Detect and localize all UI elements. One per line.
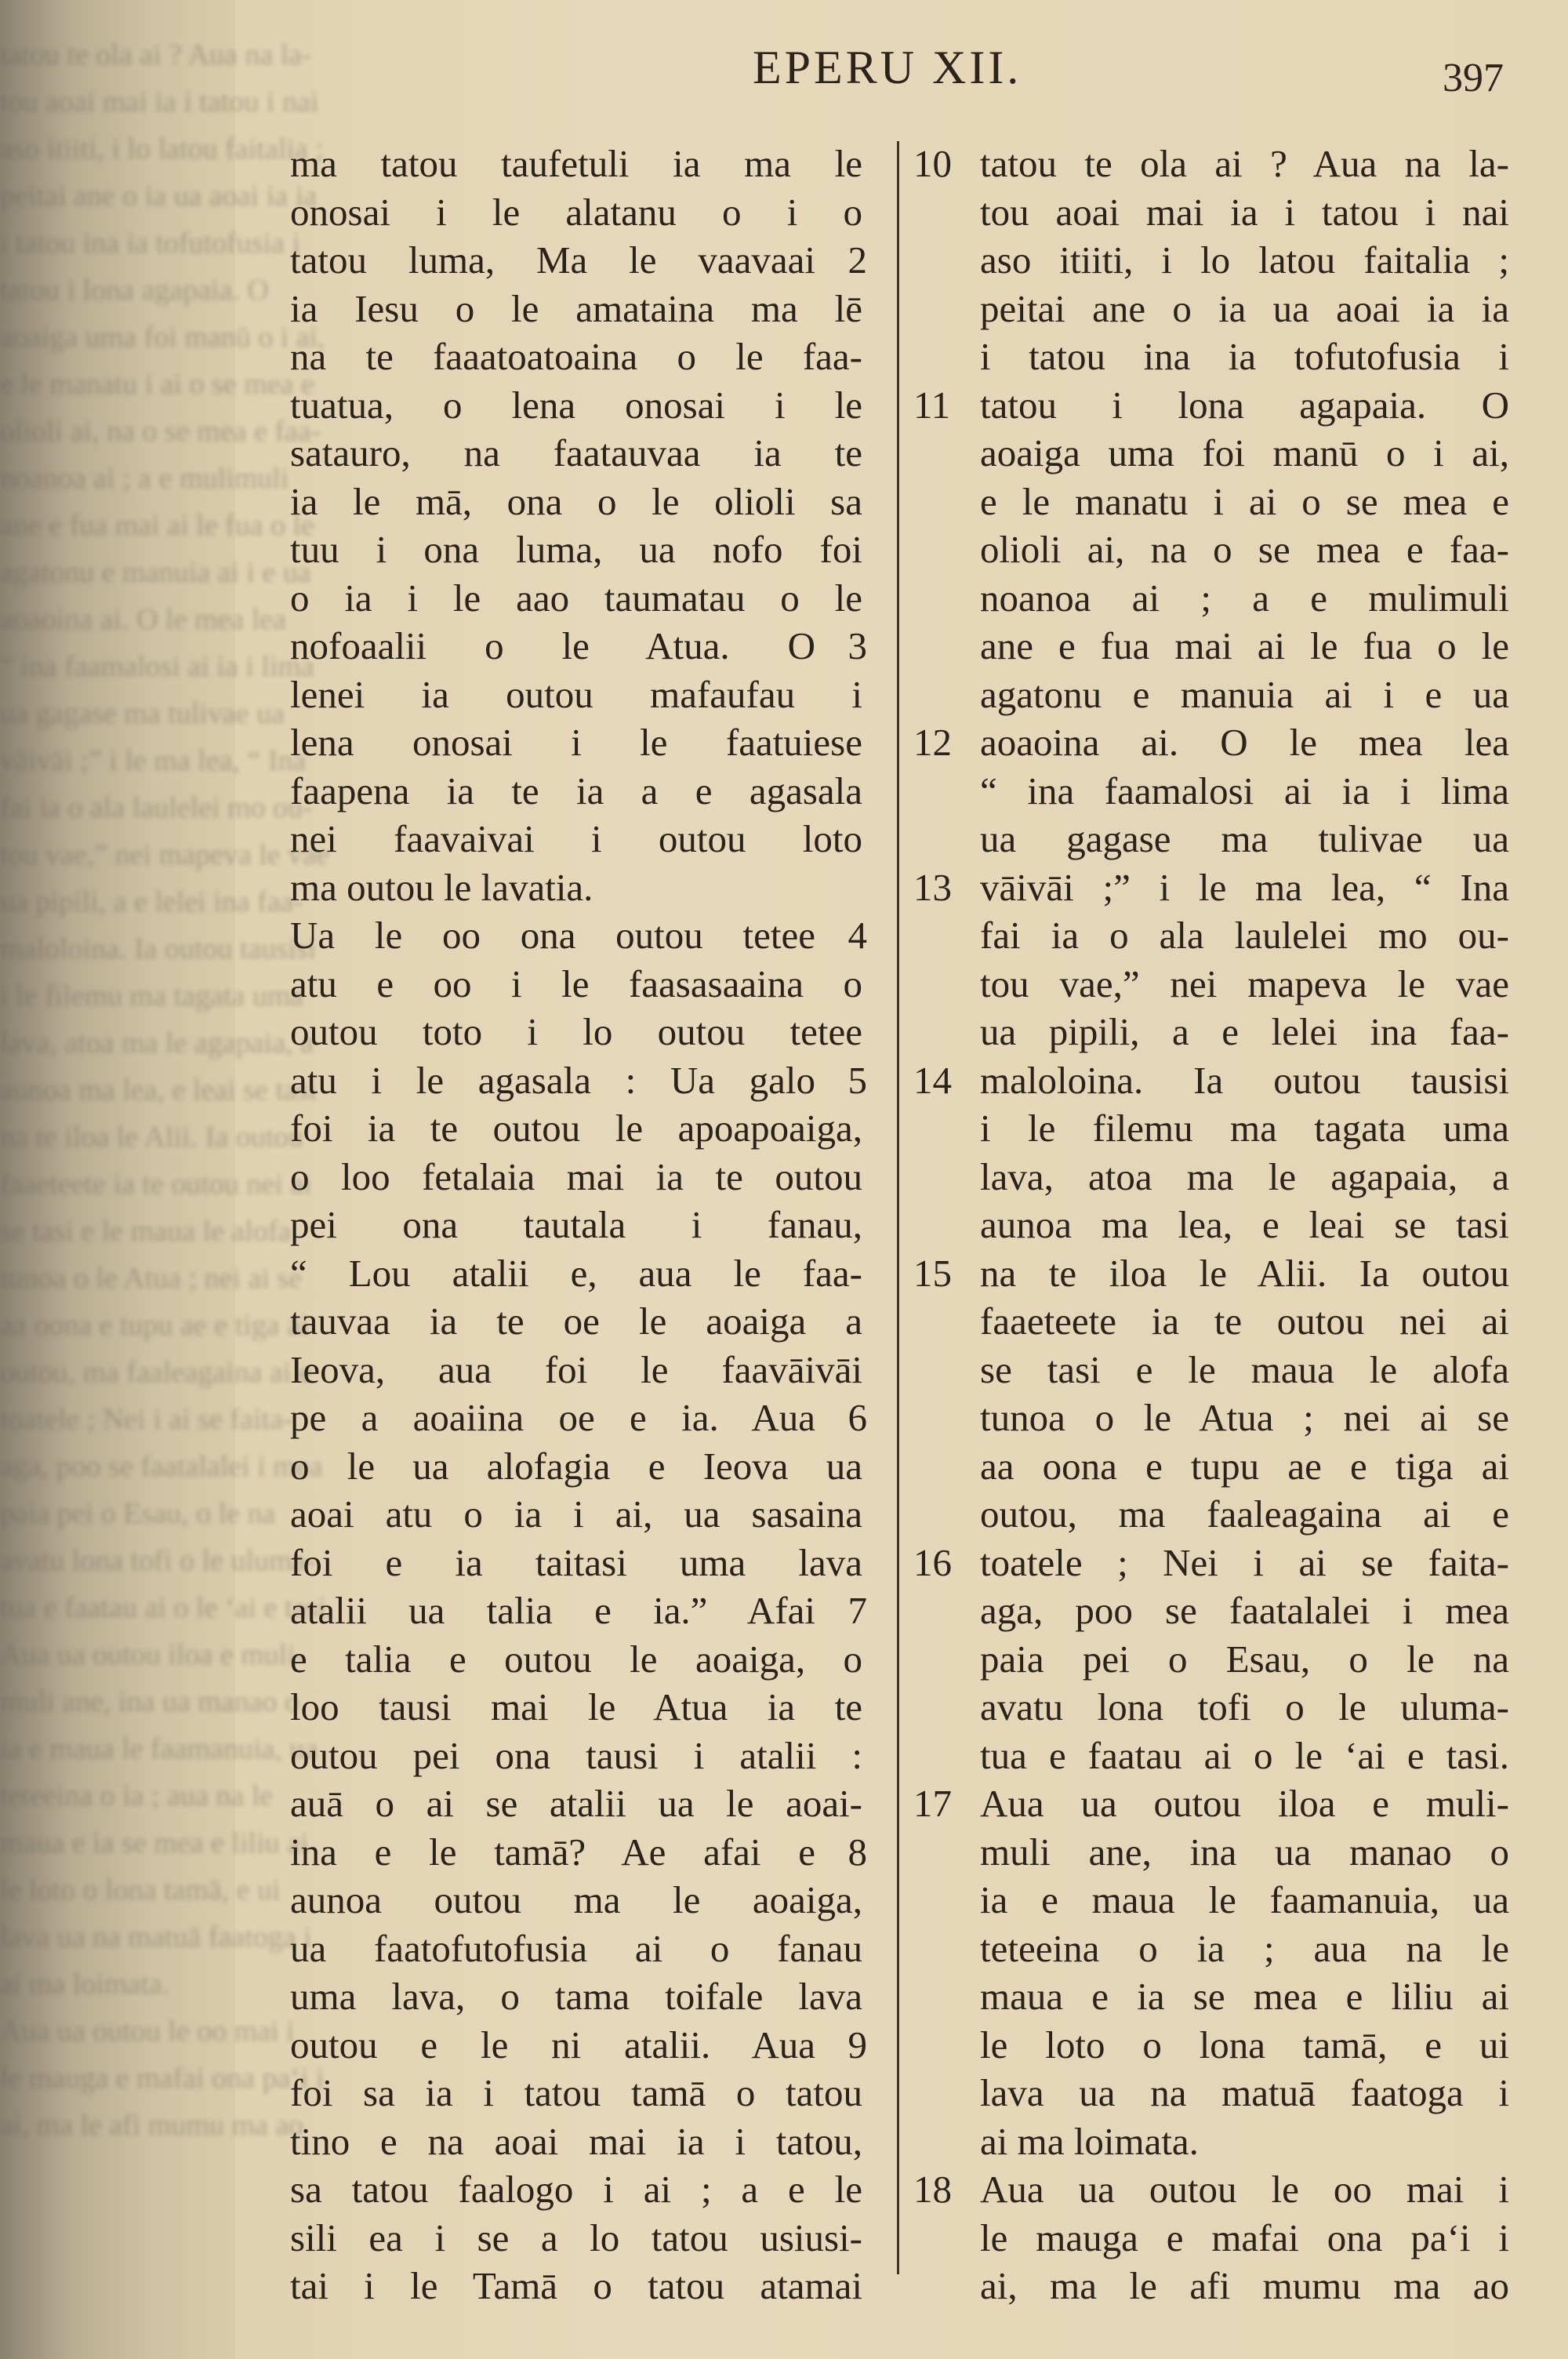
bleed-line: se tasi e le maua le alofa	[0, 1215, 292, 1248]
line-text: Ua le oo ona outou tetee	[290, 914, 815, 957]
line-text: “ ina faamalosi ai ia i lima	[980, 769, 1509, 812]
text-line	[913, 1249, 1509, 1298]
line-text: pei ona tautala i fanau,	[290, 1203, 862, 1246]
text-line	[290, 2165, 862, 2214]
text-line	[913, 767, 1509, 816]
text-line	[913, 525, 1509, 574]
line-text: muli ane, ina ua manao o	[980, 1830, 1509, 1874]
verse-number: 8	[848, 1830, 867, 1874]
text-line	[290, 1249, 862, 1298]
text-line	[913, 2117, 1509, 2166]
text-line	[290, 2021, 867, 2070]
text-line	[913, 333, 1509, 381]
bleed-line: tou aoai mai ia i tatou i nai	[0, 85, 319, 118]
verse-number: 18	[913, 2168, 952, 2211]
bleed-line: paia pei o Esau, o le na	[0, 1497, 276, 1530]
verse-number: 11	[913, 383, 951, 427]
verse-number: 2	[848, 238, 867, 282]
line-text: tou aoai mai ia i tatou i nai	[980, 190, 1509, 234]
line-text: toatele ; Nei i ai se faita-	[980, 1540, 1509, 1584]
text-line	[913, 718, 1509, 767]
line-text: e talia e outou le aoaiga, o	[290, 1637, 862, 1681]
page-number: 397	[1443, 56, 1504, 100]
text-line	[290, 1925, 862, 1973]
bleed-line: aso itiiti, i lo latou faitalia ;	[0, 133, 324, 165]
line-text: ma outou le lavatia.	[290, 865, 593, 909]
line-text: ma tatou taufetuli ia ma le	[290, 142, 862, 185]
text-line	[913, 2214, 1509, 2263]
bleed-line: maloloina. Ia outou tausisi	[0, 932, 317, 965]
text-line	[290, 1539, 862, 1587]
line-text: lava, atoa ma le agapaia, a	[980, 1154, 1509, 1198]
bleed-line: na te iloa le Alii. Ia outou	[0, 1121, 304, 1154]
line-text: na te iloa le Alii. Ia outou	[980, 1251, 1509, 1295]
line-text: atu e oo i le faasasaaina o	[290, 961, 862, 1005]
text-line	[913, 1635, 1509, 1684]
text-line	[913, 1925, 1509, 1973]
line-text: satauro, na faatauvaa ia te	[290, 431, 862, 474]
text-line	[290, 574, 862, 623]
line-text: le mauga e mafai ona pa‘i i	[980, 2215, 1509, 2259]
text-line	[290, 2117, 862, 2166]
line-text: tuu i ona luma, ua nofo foi	[290, 528, 862, 571]
line-text: outou pei ona tausi i atalii :	[290, 1733, 862, 1777]
text-line	[913, 1732, 1509, 1780]
line-text: le loto o lona tamā, e ui	[980, 2023, 1509, 2066]
bleed-line: ane e fua mai ai le fua o le	[0, 509, 314, 542]
facing-page-bleed	[0, 31, 334, 2345]
line-text: atalii ua talia e ia.” Afai	[290, 1589, 815, 1632]
line-text: outou toto i lo outou tetee	[290, 1010, 862, 1053]
text-line	[913, 1683, 1509, 1732]
text-line	[290, 381, 862, 430]
bleed-line: ua pipili, a e lelei ina faa-	[0, 885, 304, 918]
text-line	[290, 1153, 862, 1201]
text-line	[290, 1972, 862, 2021]
text-line	[913, 863, 1509, 912]
verse-number: 6	[848, 1396, 867, 1439]
line-text: ai ma loimata.	[980, 2119, 1199, 2163]
text-line	[913, 815, 1509, 863]
text-line	[290, 767, 862, 816]
text-line	[290, 236, 867, 285]
left-column	[290, 140, 867, 2310]
text-line	[290, 1104, 862, 1153]
line-text: uma lava, o tama toifale lava	[290, 1975, 862, 2018]
line-text: tou vae,” nei mapeva le vae	[980, 961, 1509, 1005]
text-line	[913, 2021, 1509, 2070]
line-text: aoaiga uma foi manū o i ai,	[980, 431, 1509, 474]
text-line	[913, 285, 1509, 333]
bleed-line: tatou i lona agapaia. O	[0, 274, 269, 307]
text-line	[913, 140, 1509, 188]
bleed-line: faaeteete ia te outou nei ai	[0, 1168, 312, 1201]
bleed-line: tua e faatau ai o le ‘ai e tasi.	[0, 1591, 334, 1624]
text-line	[913, 1008, 1509, 1056]
line-text: fai ia o ala laulelei mo ou-	[980, 914, 1509, 957]
text-line	[913, 1201, 1509, 1249]
bleed-line: maua e ia se mea e liliu ai	[0, 1826, 309, 1859]
verse-number: 9	[848, 2023, 867, 2066]
line-text: tauvaa ia te oe le aoaiga a	[290, 1299, 862, 1343]
bleed-line: agatonu e manuia ai i e ua	[0, 556, 311, 589]
line-text: ai, ma le afi mumu ma ao	[980, 2264, 1509, 2307]
text-line	[290, 1394, 867, 1442]
text-line	[290, 140, 862, 188]
text-line	[290, 1779, 862, 1828]
bleed-line: peitai ane o ia ua aoai ia ia	[0, 180, 318, 213]
bleed-line: aoaoina ai. O le mea lea	[0, 603, 287, 636]
verse-number: 10	[913, 142, 952, 185]
line-text: aoai atu o ia i ai, ua sasaina	[290, 1492, 862, 1536]
bleed-line: ia e maua le faamanuia, ua	[0, 1732, 318, 1765]
line-text: foi e ia taitasi uma lava	[290, 1540, 862, 1584]
line-text: outou e le ni atalii. Aua	[290, 2023, 815, 2066]
verse-number: 15	[913, 1251, 952, 1295]
bleed-line: ua gagase ma tulivae ua	[0, 697, 285, 730]
line-text: vāivāi ;” i le ma lea, “ Ina	[980, 865, 1509, 909]
line-text: Ieova, aua foi le faavāivāi	[290, 1347, 862, 1391]
text-line	[290, 2262, 862, 2310]
text-line	[290, 622, 867, 671]
line-text: maua e ia se mea e liliu ai	[980, 1975, 1509, 2018]
text-line	[290, 333, 862, 381]
bleed-line: fai ia o ala laulelei mo ou-	[0, 791, 313, 824]
text-line	[913, 1297, 1509, 1346]
line-text: aoaoina ai. O le mea lea	[980, 721, 1509, 764]
bleed-line: aoaiga uma foi manū o i ai,	[0, 321, 325, 354]
bleed-line: muli ane, ina ua manao o	[0, 1685, 299, 1718]
line-text: onosai i le alatanu o i o	[290, 190, 862, 234]
right-column	[913, 140, 1509, 2310]
bleed-line: lava ua na matuā faatoga i	[0, 1921, 312, 1954]
text-line	[913, 1539, 1509, 1587]
bleed-line: e le manatu i ai o se mea e	[0, 368, 314, 401]
bleed-line: i le filemu ma tagata uma	[0, 980, 304, 1012]
line-text: i tatou ina ia tofutofusia i	[980, 335, 1509, 378]
verse-number: 13	[913, 865, 952, 909]
verse-number: 5	[848, 1058, 867, 1102]
bleed-line: lava, atoa ma le agapaia, a	[0, 1027, 314, 1060]
line-text: aunoa ma lea, e leai se tasi	[980, 1203, 1509, 1246]
text-line	[913, 1056, 1509, 1105]
line-text: olioli ai, na o se mea e faa-	[980, 528, 1509, 571]
running-head: EPERU XII.	[753, 42, 1022, 93]
bleed-line: vāivāi ;” i le ma lea, “ Ina	[0, 744, 307, 777]
line-text: pe a aoaiina oe e ia. Aua	[290, 1396, 815, 1439]
line-text: ia Iesu o le amataina ma lē	[290, 286, 862, 330]
text-line	[290, 960, 862, 1009]
line-text: tunoa o le Atua ; nei ai se	[980, 1396, 1509, 1439]
bleed-line: toatele ; Nei i ai se faita-	[0, 1403, 293, 1436]
line-text: ina e le tamā? Ae afai e	[290, 1830, 815, 1874]
line-text: tai i le Tamā o tatou atamai	[290, 2264, 862, 2307]
text-line	[290, 429, 862, 478]
bleed-line: tatou te ola ai ? Aua na la-	[0, 38, 312, 71]
line-text: agatonu e manuia ai i e ua	[980, 672, 1509, 716]
line-text: tatou te ola ai ? Aua na la-	[980, 142, 1509, 185]
text-line	[913, 1490, 1509, 1539]
bleed-line: “ ina faamalosi ai ia i lima	[0, 650, 314, 683]
text-line	[913, 429, 1509, 478]
text-line	[913, 960, 1509, 1009]
text-line	[290, 1056, 867, 1105]
text-line	[913, 1394, 1509, 1442]
text-line	[290, 285, 862, 333]
column-divider	[897, 141, 899, 2274]
text-line	[913, 1876, 1509, 1925]
bleed-line: Aua ua outou le oo mai i	[0, 2015, 295, 2048]
text-line	[290, 1828, 867, 1877]
text-line	[913, 1153, 1509, 1201]
line-text: ia e maua le faamanuia, ua	[980, 1878, 1509, 1921]
line-text: outou, ma faaleagaina ai e	[980, 1492, 1509, 1536]
line-text: nofoaalii o le Atua. O	[290, 624, 815, 667]
line-text: aunoa outou ma le aoaiga,	[290, 1878, 862, 1921]
text-line	[913, 1587, 1509, 1635]
line-text: tino e na aoai mai ia i tatou,	[290, 2119, 862, 2163]
bleed-line: outou, ma faaleagaina ai e	[0, 1356, 312, 1389]
line-text: ia le mā, ona o le olioli sa	[290, 479, 862, 523]
verse-number: 12	[913, 721, 952, 764]
text-line	[290, 911, 867, 960]
text-line	[290, 478, 862, 526]
line-text: ua gagase ma tulivae ua	[980, 817, 1509, 860]
text-line	[913, 911, 1509, 960]
bleed-line: avatu lona tofi o le uluma-	[0, 1544, 316, 1577]
line-text: foi ia te outou le apoapoaiga,	[290, 1107, 862, 1150]
bleed-line: tou vae,” nei mapeva le vae	[0, 838, 329, 871]
line-text: o ia i le aao taumatau o le	[290, 576, 862, 620]
text-line	[913, 1828, 1509, 1877]
text-line	[290, 1201, 862, 1249]
bleed-line: ai ma loimata.	[0, 1968, 170, 2001]
text-line	[913, 1779, 1509, 1828]
text-line	[290, 2069, 862, 2117]
text-line	[913, 478, 1509, 526]
line-text: noanoa ai ; a e mulimuli	[980, 576, 1509, 620]
verse-number: 7	[848, 1589, 867, 1632]
line-text: auā o ai se atalii ua le aoai-	[290, 1782, 862, 1825]
text-line	[290, 671, 862, 719]
bleed-line: aunoa ma lea, e leai se tasi	[0, 1074, 318, 1107]
bleed-line: le loto o lona tamā, e ui	[0, 1874, 281, 1906]
line-text: lenei ia outou mafaufau i	[290, 672, 862, 716]
line-text: faaeteete ia te outou nei ai	[980, 1299, 1509, 1343]
line-text: Aua ua outou le oo mai i	[980, 2168, 1509, 2211]
line-text: Aua ua outou iloa e muli-	[980, 1782, 1509, 1825]
line-text: e le manatu i ai o se mea e	[980, 479, 1509, 523]
line-text: sili ea i se a lo tatou usiusi-	[290, 2215, 862, 2259]
line-text: ua pipili, a e lelei ina faa-	[980, 1010, 1509, 1053]
text-line	[913, 2165, 1509, 2214]
line-text: “ Lou atalii e, aua le faa-	[290, 1251, 862, 1295]
text-line	[290, 1876, 862, 1925]
text-line	[913, 1104, 1509, 1153]
text-line	[290, 1442, 862, 1491]
line-text: peitai ane o ia ua aoai ia ia	[980, 286, 1509, 330]
bleed-line: ai, ma le afi mumu ma ao	[0, 2109, 304, 2142]
text-line	[290, 2214, 862, 2263]
text-line	[913, 1972, 1509, 2021]
bleed-line: olioli ai, na o se mea e faa-	[0, 415, 321, 448]
line-text: i le filemu ma tagata uma	[980, 1107, 1509, 1150]
text-line	[290, 1683, 862, 1732]
text-line	[913, 622, 1509, 671]
text-line	[913, 574, 1509, 623]
line-text: tatou i lona agapaia. O	[980, 383, 1509, 427]
text-line	[290, 1008, 862, 1056]
text-line	[290, 718, 862, 767]
line-text: lava ua na matuā faatoga i	[980, 2071, 1509, 2114]
text-line	[913, 236, 1509, 285]
verse-number: 16	[913, 1540, 952, 1584]
verse-number: 14	[913, 1058, 952, 1102]
line-text: aa oona e tupu ae e tiga ai	[980, 1444, 1509, 1488]
text-line	[913, 2069, 1509, 2117]
text-line	[290, 1587, 867, 1635]
bleed-line: noanoa ai ; a e mulimuli	[0, 462, 289, 495]
bleed-line: le mauga e mafai ona pa‘i i	[0, 2062, 325, 2095]
text-line	[913, 188, 1509, 237]
line-text: sa tatou faalogo i ai ; a e le	[290, 2168, 862, 2211]
text-line	[290, 863, 862, 912]
line-text: atu i le agasala : Ua galo	[290, 1058, 815, 1102]
line-text: tuatua, o lena onosai i le	[290, 383, 862, 427]
line-text: se tasi e le maua le alofa	[980, 1347, 1509, 1391]
verse-number: 17	[913, 1782, 952, 1825]
text-line	[290, 1732, 862, 1780]
text-line	[290, 1297, 862, 1346]
text-line	[913, 1442, 1509, 1491]
line-text: foi sa ia i tatou tamā o tatou	[290, 2071, 862, 2114]
bleed-line: aa oona e tupu ae e tiga ai	[0, 1309, 309, 1342]
bleed-line: tunoa o le Atua ; nei ai se	[0, 1262, 303, 1295]
line-text: avatu lona tofi o le uluma-	[980, 1685, 1509, 1728]
text-line	[290, 1490, 862, 1539]
bleed-line: Aua ua outou iloa e muli-	[0, 1638, 306, 1671]
line-text: o le ua alofagia e Ieova ua	[290, 1444, 862, 1488]
line-text: maloloina. Ia outou tausisi	[980, 1058, 1509, 1102]
line-text: aga, poo se faatalalei i mea	[980, 1589, 1509, 1632]
bleed-line: aga, poo se faatalalei i mea	[0, 1450, 323, 1483]
line-text: tatou luma, Ma le vaavaai	[290, 238, 815, 282]
verse-number: 4	[848, 914, 867, 957]
text-line	[290, 525, 862, 574]
line-text: nei faavaivai i outou loto	[290, 817, 862, 860]
text-line	[913, 671, 1509, 719]
line-text: aso itiiti, i lo latou faitalia ;	[980, 238, 1509, 282]
line-text: paia pei o Esau, o le na	[980, 1637, 1509, 1681]
line-text: ua faatofutofusia ai o fanau	[290, 1926, 862, 1970]
line-text: o loo fetalaia mai ia te outou	[290, 1154, 862, 1198]
line-text: na te faaatoatoaina o le faa-	[290, 335, 862, 378]
line-text: tua e faatau ai o le ‘ai e tasi.	[980, 1733, 1509, 1777]
line-text: ane e fua mai ai le fua o le	[980, 624, 1509, 667]
text-line	[290, 815, 862, 863]
bleed-line: teteeina o ia ; aua na le	[0, 1779, 274, 1812]
line-text: faapena ia te ia a e agasala	[290, 769, 862, 812]
text-line	[290, 1635, 862, 1684]
line-text: lena onosai i le faatuiese	[290, 721, 862, 764]
line-text: loo tausi mai le Atua ia te	[290, 1685, 862, 1728]
line-text: teteeina o ia ; aua na le	[980, 1926, 1509, 1970]
text-line	[913, 2262, 1509, 2310]
verse-number: 3	[848, 624, 867, 667]
bleed-line: i tatou ina ia tofutofusia i	[0, 227, 301, 260]
text-line	[913, 381, 1509, 430]
text-line	[913, 1346, 1509, 1394]
text-line	[290, 1346, 862, 1394]
text-line	[290, 188, 862, 237]
